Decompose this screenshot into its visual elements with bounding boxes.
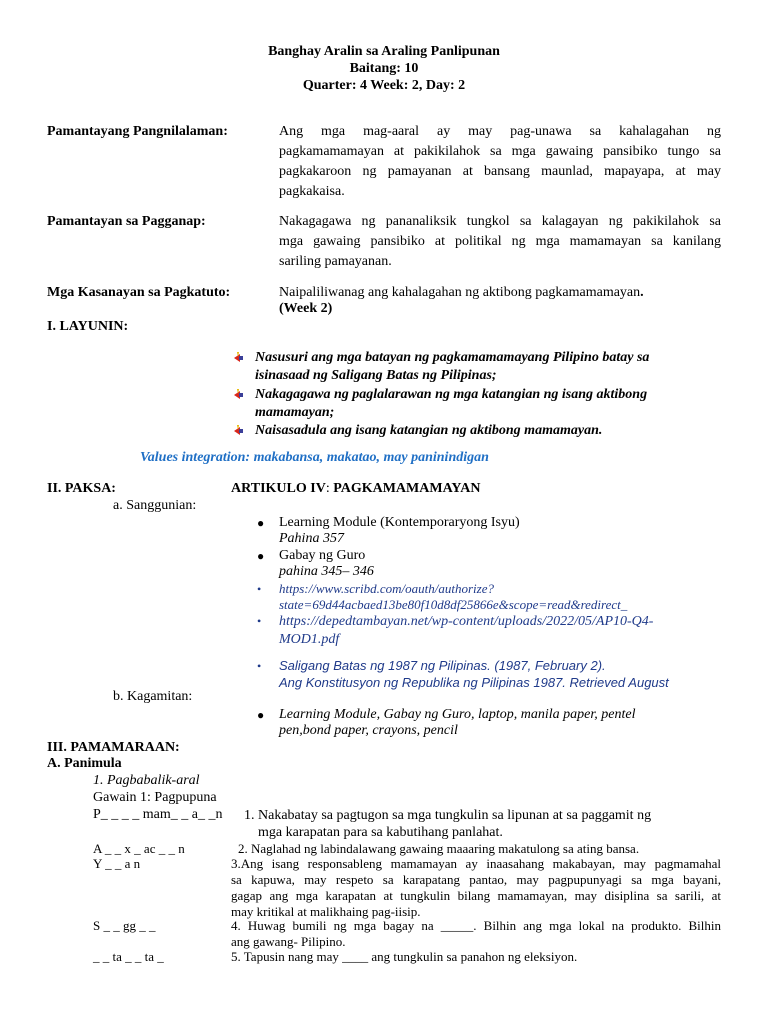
document-title: Banghay Aralin sa Araling Panlipunan xyxy=(268,44,500,59)
bullet-dot-icon: • xyxy=(257,614,262,628)
grade-level: Baitang: 10 xyxy=(349,61,419,76)
bullet-arrow-icon xyxy=(232,425,244,437)
objective-1: Nasusuri ang mga batayan ng pagkamamamayang Pilipino batay sa isinasaad ng Saligang Batas ng Pilipinas; xyxy=(255,350,650,383)
reference-link-depedtambayan[interactable]: https://depedtambayan.net/wp-content/uploads/2022/05/AP10-Q4- MOD1.pdf xyxy=(279,614,654,647)
blank-word-5: _ _ ta _ _ ta _ xyxy=(93,949,164,964)
bullet-arrow-icon xyxy=(232,352,244,364)
objective-2: Nakagagawa ng paglalarawan ng mga katangian ng isang aktibong mamamayan; xyxy=(255,387,648,420)
reference-citation: Saligang Batas ng 1987 ng Pilipinas. (1987, February 2). Ang Konstitusyon ng Republika ng Pilipinas 1987. Retrieved August xyxy=(279,658,669,690)
objective-3: Naisasadula ang isang katangian ng aktibong mamamayan. xyxy=(255,423,603,438)
reference-2: Gabay ng Guro pahina 345– 346 xyxy=(279,548,374,579)
bullet-dot-icon: ● xyxy=(257,549,265,563)
question-5: 5. Tapusin nang may ____ ang tungkulin sa panahon ng eleksiyon. xyxy=(231,949,578,964)
content-standard-label: Pamantayang Pangnilalaman: xyxy=(47,124,228,139)
blank-word-4: S _ _ gg _ _ xyxy=(93,918,156,933)
values-integration: Values integration: makabansa, makatao, may paninindigan xyxy=(140,450,489,465)
reference-1: Learning Module (Kontemporaryong Isyu) Pahina 357 xyxy=(279,515,520,546)
question-1: 1. Nakabatay sa pagtugon sa mga tungkulin sa lipunan at sa paggamit ng mga karapatan para sa kabutihang panlahat. xyxy=(244,808,652,840)
layunin-heading: I. LAYUNIN: xyxy=(47,319,129,334)
quarter-week-day: Quarter: 4 Week: 2, Day: 2 xyxy=(302,78,466,93)
materials-list: Learning Module, Gabay ng Guro, laptop, manila paper, pentel pen,bond paper, crayons, pencil xyxy=(279,707,636,738)
pamamaraan-heading: III. PAMAMARAAN: xyxy=(47,740,180,755)
topic-title: ARTIKULO IV: PAGKAMAMAMAYAN xyxy=(231,481,481,496)
step-label: 1. Pagbabalik-aral xyxy=(93,773,200,788)
bullet-dot-icon: ● xyxy=(257,708,265,722)
performance-standard-label: Pamantayan sa Pagganap: xyxy=(47,214,206,229)
question-4: 4. Huwag bumili ng mga bagay na _____. Bilhin ang mga lokal na produkto. Bilhin ang gawang- Pilipino. xyxy=(231,918,721,949)
blank-word-1: P_ _ _ _ mam_ _ a_ _n xyxy=(93,807,223,822)
panimula-heading: A. Panimula xyxy=(47,756,122,771)
question-3: 3.Ang isang responsableng mamamayan ay inaasahang makabayan, may pagmamahal sa kapuwa, may respeto sa karapatang pantao, may pagpupunyagi sa mga bayani, gagap ang mga karapatan at tungkulin bilang mamamayan, may disiplina sa sarili, at may kritikal at malikhaing pag-iisip. xyxy=(231,856,721,919)
bullet-dot-icon: • xyxy=(257,659,262,673)
competency-week: (Week 2) xyxy=(279,301,333,316)
paksa-heading: II. PAKSA: xyxy=(47,481,116,496)
content-standard-text: Ang mga mag-aaral ay may pag-unawa sa kahalagahan ng pagkamamamayan at pakikilahok sa mga gawaing pansibiko tungo sa pagkakaroon ng pamayanan at bansang maunlad, mapayapa, at may pagkakaisa. xyxy=(279,124,721,199)
sanggunian-label: a. Sanggunian: xyxy=(113,498,197,513)
competency-text: Naipaliliwanag ang kahalagahan ng aktibong pagkamamamayan. xyxy=(279,285,644,300)
performance-standard-text: Nakagagawa ng pananaliksik tungkol sa kalagayan ng pakikilahok sa mga gawaing pansibiko at politikal ng mga mamamayan sa kanilang sariling pamayanan. xyxy=(279,214,721,269)
reference-link-scribd[interactable]: https://www.scribd.com/oauth/authorize? state=69d44acbaed13be80f10d8df25866e&scope=read&redirect_ xyxy=(279,581,628,612)
blank-word-3: Y _ _ a n xyxy=(93,856,141,871)
kagamitan-label: b. Kagamitan: xyxy=(113,689,193,704)
bullet-dot-icon: • xyxy=(257,582,262,596)
activity-label: Gawain 1: Pagpupuna xyxy=(93,790,217,805)
blank-word-2: A _ _ x _ ac _ _ n xyxy=(93,841,185,856)
bullet-dot-icon: ● xyxy=(257,516,265,530)
question-2: 2. Naglahad ng labindalawang gawaing maaaring makatulong sa ating bansa. xyxy=(238,841,640,856)
competency-label: Mga Kasanayan sa Pagkatuto: xyxy=(47,285,231,300)
bullet-arrow-icon xyxy=(232,389,244,401)
